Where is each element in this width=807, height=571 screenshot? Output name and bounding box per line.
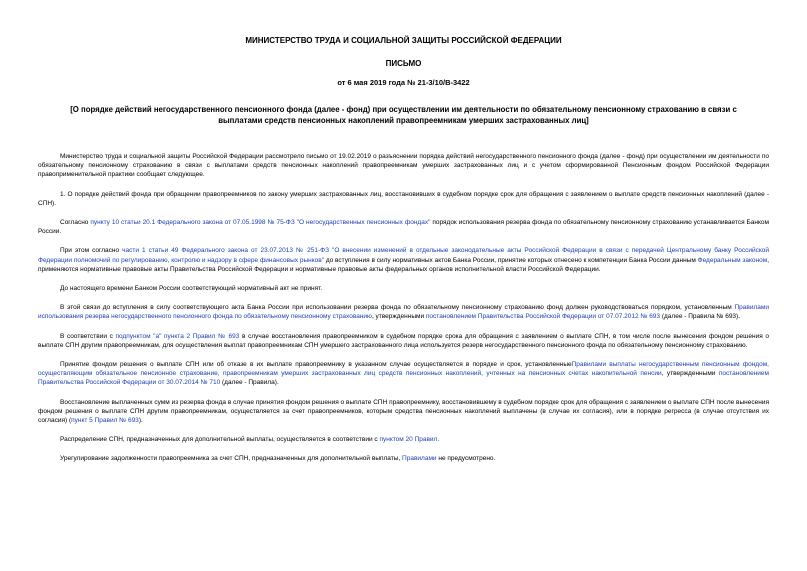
document-type: ПИСЬМО <box>385 59 422 68</box>
link-resolution-693[interactable]: постановлением Правительства Российской Федерации от 07.07.2012 № 693 <box>425 313 661 321</box>
link-law-251fz[interactable]: части 1 статьи 49 Федерального закона от 23.07.2013 № 251-ФЗ "О внесении изменений в отдельные законодательные акты Российской Федерации в связи с передачей Центральному банку Российской Федерации полномочий по регулированию, контролю и надзору в сфере финансовых рынков" <box>38 247 770 264</box>
text: , утвержденными <box>371 313 426 321</box>
link-point-20-rules[interactable]: пунктом 20 Правил <box>379 436 438 444</box>
link-resolution-710[interactable]: постановлением Правительства Российской Федерации от 30.07.2014 № 710 <box>38 370 769 387</box>
text: Принятие фондом решения о выплате СПН или об отказе в их выплате правопреемнику в указанном случае осуществляется в порядке и срок, установленные <box>60 361 572 369</box>
paragraph-law-251fz <box>38 246 769 274</box>
text: В этой связи до вступления в силу соответствующего акта Банка России при использовании резерва фонда по обязательному пенсионному страхованию фонд должен руководствоваться порядком, установленным <box>60 304 735 312</box>
link-law-75fz[interactable]: пункту 10 статьи 20.1 Федерального закона от 07.05.1998 № 75-ФЗ "О негосударственных пенсионных фондах" <box>90 219 431 227</box>
text: 1. О порядке действий фонда при обращении правопреемников по закону умерших застрахованных лиц, восстановивших в судебном порядке срок для обращения с заявлением о выплате средств пенсионных накоплений (далее - СПН). <box>38 190 769 207</box>
text: ). <box>138 417 143 425</box>
paragraph-decision <box>38 360 769 388</box>
text: (далее - Правила № 693). <box>660 313 741 321</box>
link-payment-rules[interactable]: Правилами выплаты негосударственным пенсионным фондом, осуществляющим обязательное пенсионное страхование, правопреемникам умерших застрахованных лиц средств пенсионных накоплений, учтенных на пенсионных счетах накопительной пенсии <box>38 361 769 378</box>
paragraph-restoration <box>38 398 769 426</box>
text: порядок использования резерва фонда по обязательному пенсионному страхованию устанавливается Банком России. <box>38 219 769 236</box>
paragraph-rules-693 <box>38 303 769 321</box>
text: Урегулирование задолженности правопреемника за счет СПН, предназначенных для дополнительной выплаты, <box>60 455 403 463</box>
text: в случае восстановления правопреемником в судебном порядке срока для обращения с заявлением о выплате СПН, в том числе после вынесения фондом решения о выплате СПН другим правопреемникам, для осуществления выплат правопреемникам СПН умершего застрахованного лица используется резерв негосударственного пенсионного фонда по обязательному пенсионному страхованию. <box>38 332 769 349</box>
paragraph-reserve-order <box>38 218 769 236</box>
link-rules[interactable]: Правилами <box>402 455 437 463</box>
text: Согласно <box>60 219 91 227</box>
paragraph-not-adopted <box>38 284 769 293</box>
document-date-number: от 6 мая 2019 года № 21-3/10/В-3422 <box>337 78 470 87</box>
paragraph-subpoint-a <box>38 332 769 350</box>
text: Восстановление выплаченных сумм из резерва фонда в случае принятия фондом решения о выплате СПН правопреемнику, восстановившему в судебном порядке срок для обращения с заявлением о выплате СПН после вынесения фондом решения о выплате СПН другим правопреемникам, осуществляется за счет правопреемников, которым средства пенсионных накоплений выплачены (в случае их согласия), или в порядке регресса (в случае отсутствия их согласия) ( <box>38 398 769 425</box>
text: не предусмотрено. <box>436 455 496 463</box>
text: В соответствии с <box>60 332 116 340</box>
paragraph-section-1 <box>38 190 769 208</box>
text: При этом согласно <box>60 247 123 255</box>
link-point-5-rules-693[interactable]: пункт 5 Правил № 693 <box>71 417 139 425</box>
text: до вступления в силу нормативных актов Банка России, принятие которых отнесено к компетенции Банка России данным <box>324 256 698 264</box>
text: До настоящего времени Банком России соответствующий нормативный акт не принят. <box>60 285 323 293</box>
text: , применяются нормативные правовые акты Правительства Российской Федерации и нормативные правовые акты федеральных органов исполнительной власти Российской Федерации. <box>38 256 770 273</box>
ministry-title: МИНИСТЕРСТВО ТРУДА И СОЦИАЛЬНОЙ ЗАЩИТЫ РОССИЙСКОЙ ФЕДЕРАЦИИ <box>245 36 562 45</box>
text: . <box>437 436 440 444</box>
text: Распределение СПН, предназначенных для дополнительной выплаты, осуществляется в соответствии с <box>60 436 380 444</box>
text: Министерство труда и социальной защиты Российской Федерации рассмотрело письмо от 19.02.2019 о разъяснении порядка действий негосударственного пенсионного фонда (далее - фонд) при осуществлении им деятельности по обязательному пенсионному страхованию в связи с выплатами средств пенсионных накоплений правопреемникам умерших застрахованных лиц и с учетом сформированной Пенсионным фондом Российской Федерации правоприменительной практики сообщает следующее. <box>38 153 769 179</box>
text: (далее - Правила). <box>220 379 279 387</box>
paragraph-debt <box>38 454 769 463</box>
link-subpoint-a-rules-693[interactable]: подпунктом "а" пункта 2 Правил № 693 <box>115 332 240 340</box>
document-subject: [О порядке действий негосударственного пенсионного фонда (далее - фонд) при осуществлении им деятельности по обязательному пенсионному страхованию в связи с выплатами средств пенсионных накоплений правопреемникам умерших застрахованных лиц] <box>70 105 737 125</box>
paragraph-intro <box>38 152 769 180</box>
paragraph-distribution <box>38 435 769 444</box>
text: , утвержденными <box>661 370 719 378</box>
link-reserve-rules[interactable]: Правилами использования резерва негосударственного пенсионного фонда по обязательному пенсионному страхованию <box>38 304 769 321</box>
link-federal-law[interactable]: Федеральным законом <box>697 256 768 264</box>
